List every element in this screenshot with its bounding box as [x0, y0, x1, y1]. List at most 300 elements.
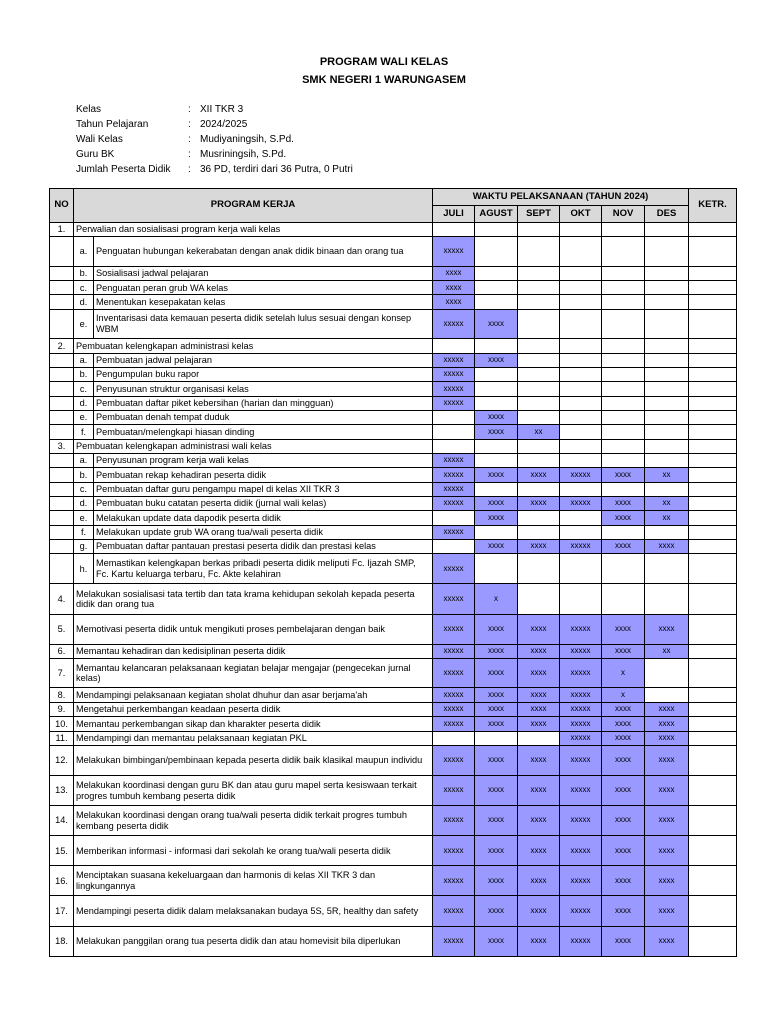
row-number: 5.: [50, 614, 74, 644]
schedule-cell: [645, 339, 689, 353]
schedule-cell-filled: x: [602, 688, 645, 702]
schedule-cell-filled: xxxx: [475, 688, 518, 702]
table-row: [50, 614, 737, 644]
row-text: Memantau perkembangan sikap dan kharakter peserta didik: [74, 717, 433, 731]
row-text: Sosialisasi jadwal pelajaran: [94, 266, 433, 280]
ketr-cell: [689, 425, 737, 439]
schedule-cell: [645, 266, 689, 280]
header-no: NO: [50, 189, 74, 223]
schedule-cell-filled: xxxx: [475, 425, 518, 439]
schedule-cell: [645, 410, 689, 424]
row-text: Pembuatan rekap kehadiran peserta didik: [94, 468, 433, 482]
schedule-cell: [602, 295, 645, 309]
schedule-cell-filled: xxxx: [518, 496, 560, 510]
schedule-cell-filled: xxxxx: [433, 525, 475, 539]
schedule-cell-filled: xxxxx: [433, 468, 475, 482]
schedule-cell: [518, 482, 560, 496]
info-row: [76, 117, 353, 132]
ketr-cell: [689, 926, 737, 956]
row-number-empty: [50, 511, 74, 525]
schedule-cell: [560, 223, 602, 237]
row-number-empty: [50, 353, 74, 367]
schedule-cell-filled: x: [602, 659, 645, 688]
schedule-cell-filled: xxxxx: [560, 540, 602, 554]
schedule-cell: [602, 453, 645, 467]
row-number: 7.: [50, 659, 74, 688]
schedule-cell-filled: xxxx: [518, 659, 560, 688]
row-sub-letter: b.: [74, 266, 94, 280]
schedule-cell: [602, 584, 645, 614]
schedule-cell: [645, 439, 689, 453]
schedule-cell: [602, 367, 645, 381]
schedule-cell-filled: xxxx: [475, 644, 518, 658]
schedule-cell-filled: xxxx: [518, 806, 560, 836]
schedule-cell-filled: xxxx: [475, 496, 518, 510]
info-value: 2024/2025: [200, 119, 248, 130]
schedule-cell: [602, 554, 645, 584]
row-text: Pembuatan kelengkapan administrasi wali kelas: [74, 439, 433, 453]
row-sub-letter: e.: [74, 309, 94, 338]
schedule-cell: [560, 309, 602, 338]
ketr-cell: [689, 353, 737, 367]
row-number: 11.: [50, 731, 74, 745]
row-text: Pengumpulan buku rapor: [94, 367, 433, 381]
schedule-cell: [433, 540, 475, 554]
row-sub-letter: e.: [74, 511, 94, 525]
row-text: Memantau kelancaran pelaksanaan kegiatan belajar mengajar (pengecekan jurnal kelas): [74, 659, 433, 688]
header-ketr: KETR.: [689, 189, 737, 223]
row-sub-letter: c.: [74, 382, 94, 396]
table-row: [50, 836, 737, 866]
ketr-cell: [689, 468, 737, 482]
schedule-cell: [645, 425, 689, 439]
schedule-cell-filled: xxxxx: [560, 836, 602, 866]
row-text: Melakukan koordinasi dengan guru BK dan atau guru mapel serta kesiswaan terkait progres tumbuh kembang peserta didik: [74, 775, 433, 805]
schedule-cell-filled: xxxx: [518, 926, 560, 956]
schedule-cell: [645, 688, 689, 702]
schedule-cell-filled: xxxxx: [433, 836, 475, 866]
row-text: Penyusunan program kerja wali kelas: [94, 453, 433, 467]
schedule-cell-filled: xxxx: [518, 540, 560, 554]
schedule-cell: [518, 309, 560, 338]
schedule-cell: [518, 367, 560, 381]
schedule-cell: [602, 439, 645, 453]
schedule-cell: [560, 482, 602, 496]
schedule-cell: [645, 382, 689, 396]
row-sub-letter: e.: [74, 410, 94, 424]
header-program: PROGRAM KERJA: [74, 189, 433, 223]
row-text: Menciptakan suasana kekeluargaan dan harmonis di kelas XII TKR 3 dan lingkungannya: [74, 866, 433, 896]
row-number: 13.: [50, 775, 74, 805]
row-text: Inventarisasi data kemauan peserta didik setelah lulus sesuai dengan konsep WBM: [94, 309, 433, 338]
table-row: [50, 410, 737, 424]
schedule-cell-filled: xxxxx: [560, 775, 602, 805]
schedule-cell: [645, 353, 689, 367]
info-label: Jumlah Peserta Didik: [76, 164, 171, 175]
schedule-cell: [645, 453, 689, 467]
table-row: [50, 439, 737, 453]
schedule-cell-filled: xxxxx: [560, 614, 602, 644]
row-number: 3.: [50, 439, 74, 453]
schedule-cell-filled: xxxxx: [560, 702, 602, 716]
info-row: [76, 147, 353, 162]
row-number: 10.: [50, 717, 74, 731]
schedule-cell: [518, 511, 560, 525]
info-row: [76, 132, 353, 147]
schedule-cell: [645, 396, 689, 410]
schedule-cell: [560, 295, 602, 309]
schedule-cell: [475, 453, 518, 467]
row-text: Pembuatan daftar pantauan prestasi peserta didik dan prestasi kelas: [94, 540, 433, 554]
schedule-cell-filled: xxxxx: [433, 496, 475, 510]
schedule-cell-filled: xx: [518, 425, 560, 439]
page-subtitle: SMK NEGERI 1 WARUNGASEM: [302, 74, 466, 86]
table-row: [50, 367, 737, 381]
schedule-cell-filled: xx: [645, 468, 689, 482]
schedule-cell-filled: xxxx: [645, 731, 689, 745]
row-text: Menentukan kesepakatan kelas: [94, 295, 433, 309]
row-number-empty: [50, 367, 74, 381]
schedule-cell: [518, 353, 560, 367]
info-value: 36 PD, terdiri dari 36 Putra, 0 Putri: [200, 164, 353, 175]
schedule-cell: [475, 266, 518, 280]
ketr-cell: [689, 281, 737, 295]
ketr-cell: [689, 237, 737, 266]
schedule-cell: [560, 410, 602, 424]
row-sub-letter: b.: [74, 367, 94, 381]
schedule-cell: [475, 367, 518, 381]
schedule-cell-filled: xxxx: [645, 775, 689, 805]
info-colon: :: [188, 119, 191, 130]
row-sub-letter: d.: [74, 295, 94, 309]
schedule-cell-filled: xxxx: [475, 468, 518, 482]
ketr-cell: [689, 511, 737, 525]
row-number-empty: [50, 453, 74, 467]
schedule-cell-filled: xxxx: [518, 614, 560, 644]
ketr-cell: [689, 266, 737, 280]
schedule-cell: [645, 554, 689, 584]
row-text: Pembuatan jadwal pelajaran: [94, 353, 433, 367]
schedule-cell-filled: xxxx: [602, 896, 645, 926]
schedule-cell-filled: xxxx: [645, 866, 689, 896]
schedule-cell-filled: xxxx: [518, 702, 560, 716]
table-row: [50, 731, 737, 745]
schedule-cell: [602, 281, 645, 295]
schedule-cell: [645, 237, 689, 266]
info-colon: :: [188, 149, 191, 160]
row-number: 4.: [50, 584, 74, 614]
schedule-cell: [602, 396, 645, 410]
row-number-empty: [50, 410, 74, 424]
schedule-cell-filled: xxxx: [602, 496, 645, 510]
ketr-cell: [689, 396, 737, 410]
schedule-cell-filled: xxxx: [433, 266, 475, 280]
ketr-cell: [689, 806, 737, 836]
schedule-cell: [433, 439, 475, 453]
schedule-cell: [645, 295, 689, 309]
schedule-cell: [518, 266, 560, 280]
table-row: [50, 584, 737, 614]
ketr-cell: [689, 614, 737, 644]
table-row: [50, 309, 737, 338]
table-row: [50, 926, 737, 956]
header-month: OKT: [560, 206, 602, 223]
schedule-cell: [475, 525, 518, 539]
row-number-empty: [50, 554, 74, 584]
header-month: NOV: [602, 206, 645, 223]
row-number-empty: [50, 309, 74, 338]
table-row: [50, 353, 737, 367]
schedule-cell-filled: xxxx: [475, 806, 518, 836]
table-row: [50, 866, 737, 896]
row-sub-letter: d.: [74, 396, 94, 410]
row-number-empty: [50, 468, 74, 482]
schedule-cell-filled: xxxx: [645, 806, 689, 836]
schedule-cell: [433, 511, 475, 525]
schedule-cell-filled: xxxxx: [560, 896, 602, 926]
table-row: [50, 468, 737, 482]
table-row: [50, 511, 737, 525]
row-text: Melakukan update data dapodik peserta didik: [94, 511, 433, 525]
schedule-cell: [560, 396, 602, 410]
ketr-cell: [689, 410, 737, 424]
table-row: [50, 644, 737, 658]
schedule-cell-filled: xxxx: [433, 295, 475, 309]
schedule-cell-filled: xxxx: [518, 836, 560, 866]
schedule-cell-filled: xxxxx: [560, 659, 602, 688]
row-number-empty: [50, 396, 74, 410]
ketr-cell: [689, 382, 737, 396]
ketr-cell: [689, 295, 737, 309]
schedule-cell-filled: xxxxx: [433, 453, 475, 467]
info-row: [76, 162, 353, 177]
schedule-cell-filled: xxxxx: [433, 309, 475, 338]
schedule-cell-filled: xxxx: [602, 731, 645, 745]
schedule-cell: [518, 237, 560, 266]
schedule-cell: [645, 281, 689, 295]
schedule-cell: [560, 382, 602, 396]
schedule-cell: [518, 410, 560, 424]
row-number-empty: [50, 525, 74, 539]
schedule-cell-filled: xxxx: [602, 511, 645, 525]
table-row: [50, 482, 737, 496]
schedule-cell: [602, 237, 645, 266]
schedule-cell-filled: xxxx: [645, 540, 689, 554]
row-sub-letter: c.: [74, 482, 94, 496]
ketr-cell: [689, 836, 737, 866]
schedule-cell-filled: xxxxx: [433, 717, 475, 731]
schedule-cell-filled: xxxxx: [433, 614, 475, 644]
schedule-cell: [518, 554, 560, 584]
schedule-cell-filled: xxxx: [475, 353, 518, 367]
table-row: [50, 717, 737, 731]
row-text: Melakukan koordinasi dengan orang tua/wali peserta didik terkait progres tumbuh kembang peserta didik: [74, 806, 433, 836]
info-label: Guru BK: [76, 149, 115, 160]
schedule-cell-filled: xxxxx: [433, 367, 475, 381]
row-text: Melakukan bimbingan/pembinaan kepada peserta didik baik klasikal maupun individu: [74, 745, 433, 775]
schedule-cell-filled: xxxx: [475, 896, 518, 926]
schedule-cell: [645, 659, 689, 688]
schedule-cell: [475, 439, 518, 453]
schedule-cell-filled: xxxxx: [433, 896, 475, 926]
schedule-cell-filled: xx: [645, 496, 689, 510]
row-text: Penyusunan struktur organisasi kelas: [94, 382, 433, 396]
schedule-cell-filled: xxxx: [475, 309, 518, 338]
schedule-cell: [560, 237, 602, 266]
ketr-cell: [689, 439, 737, 453]
schedule-cell: [560, 281, 602, 295]
schedule-cell: [475, 281, 518, 295]
schedule-cell-filled: xxxxx: [433, 775, 475, 805]
info-block: [76, 102, 353, 177]
table-row: [50, 806, 737, 836]
table-row: [50, 237, 737, 266]
ketr-cell: [689, 775, 737, 805]
schedule-cell: [560, 339, 602, 353]
schedule-cell-filled: xxxx: [518, 717, 560, 731]
table-row: [50, 266, 737, 280]
schedule-cell: [560, 439, 602, 453]
row-text: Pembuatan kelengkapan administrasi kelas: [74, 339, 433, 353]
schedule-cell: [475, 237, 518, 266]
schedule-cell: [433, 425, 475, 439]
schedule-cell: [645, 584, 689, 614]
row-number-empty: [50, 266, 74, 280]
ketr-cell: [689, 540, 737, 554]
schedule-cell-filled: xxxx: [475, 745, 518, 775]
ketr-cell: [689, 731, 737, 745]
ketr-cell: [689, 688, 737, 702]
schedule-cell: [475, 482, 518, 496]
ketr-cell: [689, 223, 737, 237]
schedule-cell: [560, 525, 602, 539]
schedule-cell: [518, 525, 560, 539]
schedule-cell-filled: xxxxx: [433, 353, 475, 367]
schedule-cell-filled: xxxx: [645, 926, 689, 956]
schedule-cell-filled: xxxx: [645, 614, 689, 644]
ketr-cell: [689, 482, 737, 496]
schedule-cell-filled: xxxx: [602, 644, 645, 658]
row-number: 1.: [50, 223, 74, 237]
info-colon: :: [188, 104, 191, 115]
schedule-cell-filled: xxxxx: [433, 745, 475, 775]
ketr-cell: [689, 644, 737, 658]
ketr-cell: [689, 866, 737, 896]
schedule-cell: [602, 309, 645, 338]
schedule-cell: [518, 223, 560, 237]
schedule-cell-filled: xxxxx: [433, 866, 475, 896]
row-number: 14.: [50, 806, 74, 836]
row-sub-letter: c.: [74, 281, 94, 295]
info-value: Mudiyaningsih, S.Pd.: [200, 134, 294, 145]
info-value: XII TKR 3: [200, 104, 244, 115]
schedule-cell: [602, 266, 645, 280]
schedule-cell: [560, 425, 602, 439]
schedule-cell: [518, 731, 560, 745]
row-text: Penguatan peran grub WA kelas: [94, 281, 433, 295]
header-month: AGUST: [475, 206, 518, 223]
schedule-cell: [518, 295, 560, 309]
table-row: [50, 425, 737, 439]
ketr-cell: [689, 745, 737, 775]
schedule-cell-filled: xxxx: [602, 866, 645, 896]
schedule-cell-filled: xxxxx: [560, 745, 602, 775]
row-text: Pembuatan denah tempat duduk: [94, 410, 433, 424]
row-number-empty: [50, 540, 74, 554]
row-number-empty: [50, 482, 74, 496]
row-text: Pembuatan/melengkapi hiasan dinding: [94, 425, 433, 439]
ketr-cell: [689, 584, 737, 614]
schedule-cell-filled: xxxx: [475, 659, 518, 688]
row-text: Melakukan update grub WA orang tua/wali peserta didik: [94, 525, 433, 539]
schedule-cell: [518, 439, 560, 453]
schedule-cell: [518, 584, 560, 614]
row-text: Melakukan panggilan orang tua peserta didik dan atau homevisit bila diperlukan: [74, 926, 433, 956]
row-sub-letter: b.: [74, 468, 94, 482]
schedule-cell: [602, 353, 645, 367]
schedule-cell: [433, 410, 475, 424]
row-number: 17.: [50, 896, 74, 926]
schedule-cell-filled: xxxx: [475, 702, 518, 716]
row-text: Perwalian dan sosialisasi program kerja wali kelas: [74, 223, 433, 237]
row-text: Pembuatan buku catatan peserta didik (jurnal wali kelas): [94, 496, 433, 510]
schedule-cell: [475, 554, 518, 584]
schedule-cell-filled: xxxx: [518, 688, 560, 702]
schedule-cell-filled: xxxxx: [433, 926, 475, 956]
schedule-cell: [518, 396, 560, 410]
schedule-cell-filled: x: [475, 584, 518, 614]
schedule-cell-filled: xxxx: [645, 745, 689, 775]
schedule-cell: [475, 295, 518, 309]
table-row: [50, 339, 737, 353]
row-number: 6.: [50, 644, 74, 658]
schedule-cell-filled: xxxx: [475, 926, 518, 956]
row-number-empty: [50, 237, 74, 266]
row-sub-letter: f.: [74, 425, 94, 439]
schedule-cell-filled: xxxxx: [433, 554, 475, 584]
info-label: Wali Kelas: [76, 134, 123, 145]
schedule-cell-filled: xxxxx: [560, 496, 602, 510]
row-number-empty: [50, 281, 74, 295]
row-number: 16.: [50, 866, 74, 896]
schedule-cell-filled: xxxxx: [433, 382, 475, 396]
schedule-cell-filled: xxxx: [602, 806, 645, 836]
schedule-cell-filled: xxxx: [645, 896, 689, 926]
schedule-cell-filled: xxxxx: [433, 806, 475, 836]
schedule-cell: [475, 339, 518, 353]
schedule-cell: [602, 339, 645, 353]
row-number-empty: [50, 425, 74, 439]
program-table: [49, 188, 737, 957]
ketr-cell: [689, 717, 737, 731]
schedule-cell-filled: xxxx: [475, 775, 518, 805]
table-row: [50, 896, 737, 926]
schedule-cell: [475, 223, 518, 237]
row-text: Pembuatan daftar guru pengampu mapel di kelas XII TKR 3: [94, 482, 433, 496]
schedule-cell-filled: xxxx: [518, 468, 560, 482]
schedule-cell: [645, 223, 689, 237]
schedule-cell-filled: xxxx: [602, 717, 645, 731]
schedule-cell-filled: xxxx: [602, 614, 645, 644]
schedule-cell-filled: xxxxx: [433, 688, 475, 702]
ketr-cell: [689, 702, 737, 716]
ketr-cell: [689, 496, 737, 510]
table-row: [50, 554, 737, 584]
schedule-cell: [602, 425, 645, 439]
info-colon: :: [188, 164, 191, 175]
schedule-cell-filled: xxxxx: [433, 702, 475, 716]
schedule-cell: [433, 731, 475, 745]
